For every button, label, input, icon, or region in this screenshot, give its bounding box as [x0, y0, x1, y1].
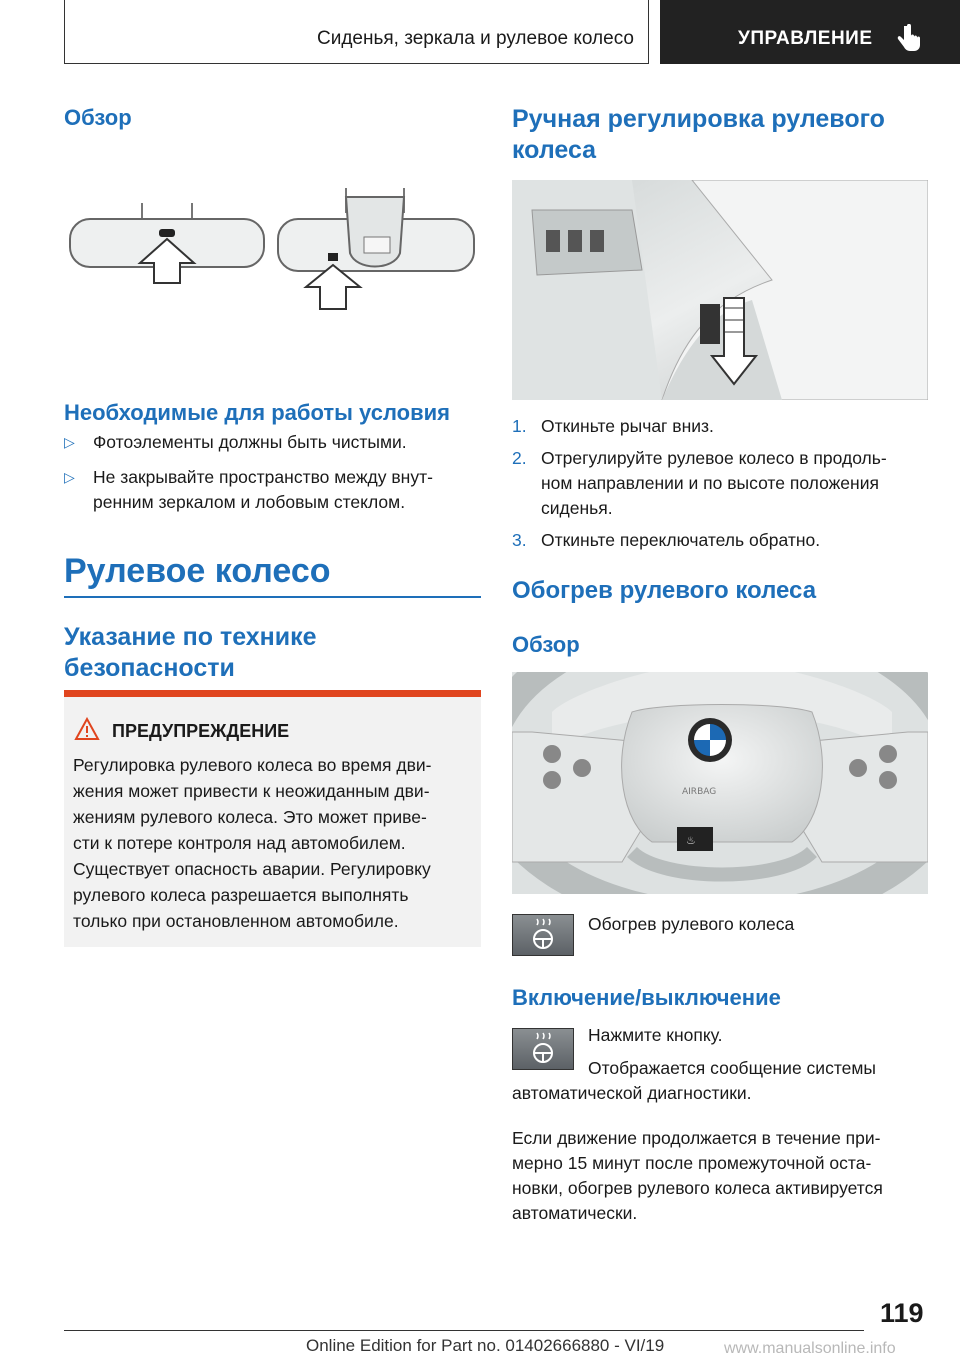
- edition-line: Online Edition for Part no. 01402666880 - VI/19: [306, 1336, 665, 1355]
- manual-adjustment-heading: Ручная регулировка рулевого колеса: [512, 105, 885, 164]
- steering-wheel-photo: [512, 672, 928, 894]
- watermark: www.manualsonline.info: [724, 1340, 896, 1357]
- auto-activation-line: автоматически.: [512, 1203, 638, 1223]
- auto-activation-line: Если движение продолжается в течение при-: [512, 1128, 881, 1148]
- triangle-bullet-icon: ▷: [64, 434, 75, 450]
- running-header-section: [64, 0, 649, 64]
- warning-bar: [64, 690, 481, 697]
- mirror-illustration: [64, 183, 482, 363]
- safety-heading: Указание по технике безопасности: [64, 623, 317, 682]
- list-item: ▷ Не закрывайте пространство между внут- ренним зеркалом и лобовым стеклом.: [64, 467, 433, 512]
- list-item: 1. Откиньте рычаг вниз.: [512, 416, 714, 436]
- steering-wheel-heading: Рулевое колесо: [64, 552, 331, 590]
- auto-activation-line: новки, обогрев рулевого колеса активируется: [512, 1178, 883, 1198]
- footer-rule: [64, 1330, 864, 1331]
- heating-heading: Обогрев рулевого колеса: [512, 577, 817, 604]
- svg-text:♨: ♨: [686, 834, 696, 847]
- hand-pointer-icon: [896, 24, 922, 54]
- overview-heading: Обзор: [64, 105, 132, 130]
- warning-label: ПРЕДУПРЕЖДЕНИЕ: [112, 721, 290, 741]
- heated-steering-wheel-icon: [512, 1028, 574, 1070]
- header-section-title: Сиденья, зеркала и рулевое колесо: [317, 28, 634, 49]
- auto-activation-line: мерно 15 минут после промежуточной оста-: [512, 1153, 872, 1173]
- triangle-bullet-icon: ▷: [64, 469, 75, 485]
- heated-steering-wheel-icon: [512, 914, 574, 956]
- steering-column-photo: [512, 180, 928, 400]
- running-header-chapter: [660, 0, 960, 64]
- on-off-heading: Включение/выключение: [512, 985, 781, 1010]
- message-text-line: Отображается сообщение системы: [588, 1058, 876, 1078]
- conditions-heading: Необходимые для работы условия: [64, 400, 450, 425]
- list-item: 2. Отрегулируйте рулевое колесо в продоль- ном направлении и по высоте положения сиденья.: [512, 448, 887, 518]
- heating-overview-heading: Обзор: [512, 632, 580, 657]
- list-item: 3. Откиньте переключатель обратно.: [512, 530, 821, 550]
- warning-box: ПРЕДУПРЕЖДЕНИЕ Регулировка рулевого колеса во время дви- жения может привести к неожиданным дви- жениям рулевого колеса. Это может приве- сти к потере контроля над автомобилем. Существует опасность аварии. Регулировку рулевого колеса разрешается выполнять только при остановленном автомобиле.: [64, 690, 481, 947]
- airbag-label: AIRBAG: [682, 787, 717, 797]
- list-item: ▷ Фотоэлементы должны быть чистыми.: [64, 430, 481, 455]
- heating-caption: Обогрев рулевого колеса: [588, 914, 795, 934]
- message-text-line: автоматической диагностики.: [512, 1083, 752, 1103]
- press-button-text: Нажмите кнопку.: [588, 1025, 723, 1045]
- page-number: 119: [880, 1298, 924, 1328]
- warning-triangle-icon: [74, 717, 100, 741]
- header-chapter-title: УПРАВЛЕНИЕ: [738, 28, 873, 49]
- section-rule: [64, 596, 481, 598]
